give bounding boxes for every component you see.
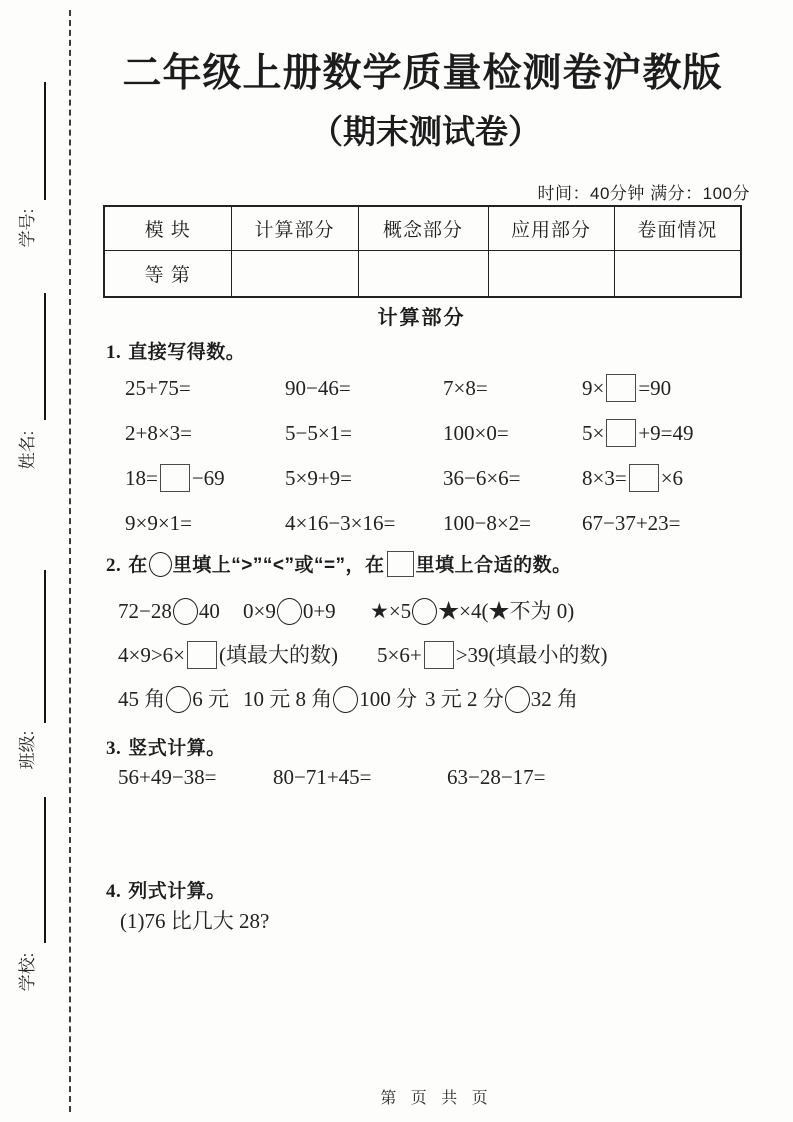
score-table-grade-cell [488, 251, 614, 298]
student-number-blank-line [44, 82, 46, 200]
circle-blank [277, 598, 302, 625]
score-table [103, 205, 742, 298]
score-table-header-concept: 概念部分 [358, 206, 488, 251]
box-blank [387, 551, 414, 577]
score-table-grade-cell [614, 251, 741, 298]
circle-blank [149, 552, 172, 577]
exam-title: 二年级上册数学质量检测卷沪教版 [122, 52, 723, 95]
box-blank [629, 464, 659, 492]
school-blank-line [44, 797, 46, 943]
problem-1-item-r4c1: 9×9×1= [125, 511, 193, 535]
problem-1-number: 1. [106, 342, 122, 363]
problem-2-item-r3c2: 10 元 8 角 100 分 [243, 687, 417, 711]
problem-1-item-r2c1: 2+8×3= [125, 421, 193, 445]
problem-4-item-1: (1)76 比几大 28? [120, 909, 270, 933]
problem-1-item-r3c2: 5×9+9= [285, 466, 353, 490]
score-table-header-applied: 应用部分 [488, 206, 614, 251]
section-title-calculation: 计算部分 [377, 307, 466, 329]
problem-3-label: 竖式计算。 [128, 738, 226, 759]
problem-2-item-r2c1: 4×9>6× (填最大的数) [118, 643, 339, 667]
problem-3-heading [106, 733, 226, 760]
problem-1-item-r3c1: 18= −69 [125, 466, 225, 490]
problem-4-heading [106, 876, 226, 903]
problem-2-item-r1c2: 0×9 0+9 [243, 599, 336, 623]
problem-2-heading [106, 550, 572, 577]
problem-1-item-r2c3: 100×0= [443, 421, 509, 445]
problem-3-item-r1c3: 63−28−17= [447, 765, 546, 789]
problem-1-label: 直接写得数。 [128, 342, 246, 363]
class-blank-line [44, 570, 46, 723]
problem-2-item-r3c1: 45 角 6 元 [118, 687, 229, 711]
time-score-info: 时间：40分钟 满分：100分 [537, 184, 750, 203]
problem-1-item-r3c4: 8×3= ×6 [582, 466, 684, 490]
seal-dashed-line [69, 10, 71, 1112]
score-table-header-calc: 计算部分 [231, 206, 358, 251]
problem-2-item-r1c3: ★×5 ★×4(★不为 0) [370, 599, 575, 623]
problem-1-item-r2c2: 5−5×1= [285, 421, 353, 445]
box-blank [160, 464, 190, 492]
circle-blank [412, 598, 437, 625]
score-table-grade-cell [231, 251, 358, 298]
school-label: 学校: [18, 952, 37, 992]
circle-blank [333, 686, 358, 713]
box-blank [424, 641, 454, 669]
problem-1-item-r1c3: 7×8= [443, 376, 488, 400]
score-table-header-module: 模 块 [104, 206, 231, 251]
problem-1-item-r3c3: 36−6×6= [443, 466, 521, 490]
problem-1-item-r1c2: 90−46= [285, 376, 351, 400]
problem-2-label: 在 里填上“>”“<”或“=”，在 里填上合适的数。 [128, 555, 571, 576]
problem-2-item-r1c1: 72−28 40 [118, 599, 220, 623]
problem-3-item-r1c1: 56+49−38= [118, 765, 217, 789]
score-table-grade-label: 等 第 [104, 251, 231, 298]
score-table-grade-cell [358, 251, 488, 298]
problem-4-number: 4. [106, 881, 122, 902]
exam-subtitle: （期末测试卷） [310, 113, 541, 150]
circle-blank [166, 686, 191, 713]
name-blank-line [44, 293, 46, 420]
problem-2-number: 2. [106, 555, 122, 576]
circle-blank [173, 598, 198, 625]
circle-blank [505, 686, 530, 713]
box-blank [606, 419, 636, 447]
student-number-label: 学号: [18, 208, 37, 248]
class-label: 班级: [18, 730, 37, 770]
problem-1-heading [106, 337, 245, 364]
problem-3-item-r1c2: 80−71+45= [273, 765, 372, 789]
problem-2-item-r2c2: 5×6+ >39(填最小的数) [377, 643, 608, 667]
problem-1-item-r1c1: 25+75= [125, 376, 191, 400]
problem-1-item-r4c3: 100−8×2= [443, 511, 532, 535]
score-table-header-neatness: 卷面情况 [614, 206, 741, 251]
page-footer: 第 页 共 页 [380, 1090, 493, 1107]
problem-4-label: 列式计算。 [128, 881, 226, 902]
problem-1-item-r2c4: 5× +9=49 [582, 421, 694, 445]
problem-2-item-r3c3: 3 元 2 分 32 角 [425, 687, 578, 711]
problem-3-number: 3. [106, 738, 122, 759]
problem-1-item-r4c2: 4×16−3×16= [285, 511, 396, 535]
problem-1-item-r4c4: 67−37+23= [582, 511, 681, 535]
problem-1-item-r1c4: 9× =90 [582, 376, 672, 400]
box-blank [606, 374, 636, 402]
name-label: 姓名: [18, 430, 37, 470]
box-blank [187, 641, 217, 669]
